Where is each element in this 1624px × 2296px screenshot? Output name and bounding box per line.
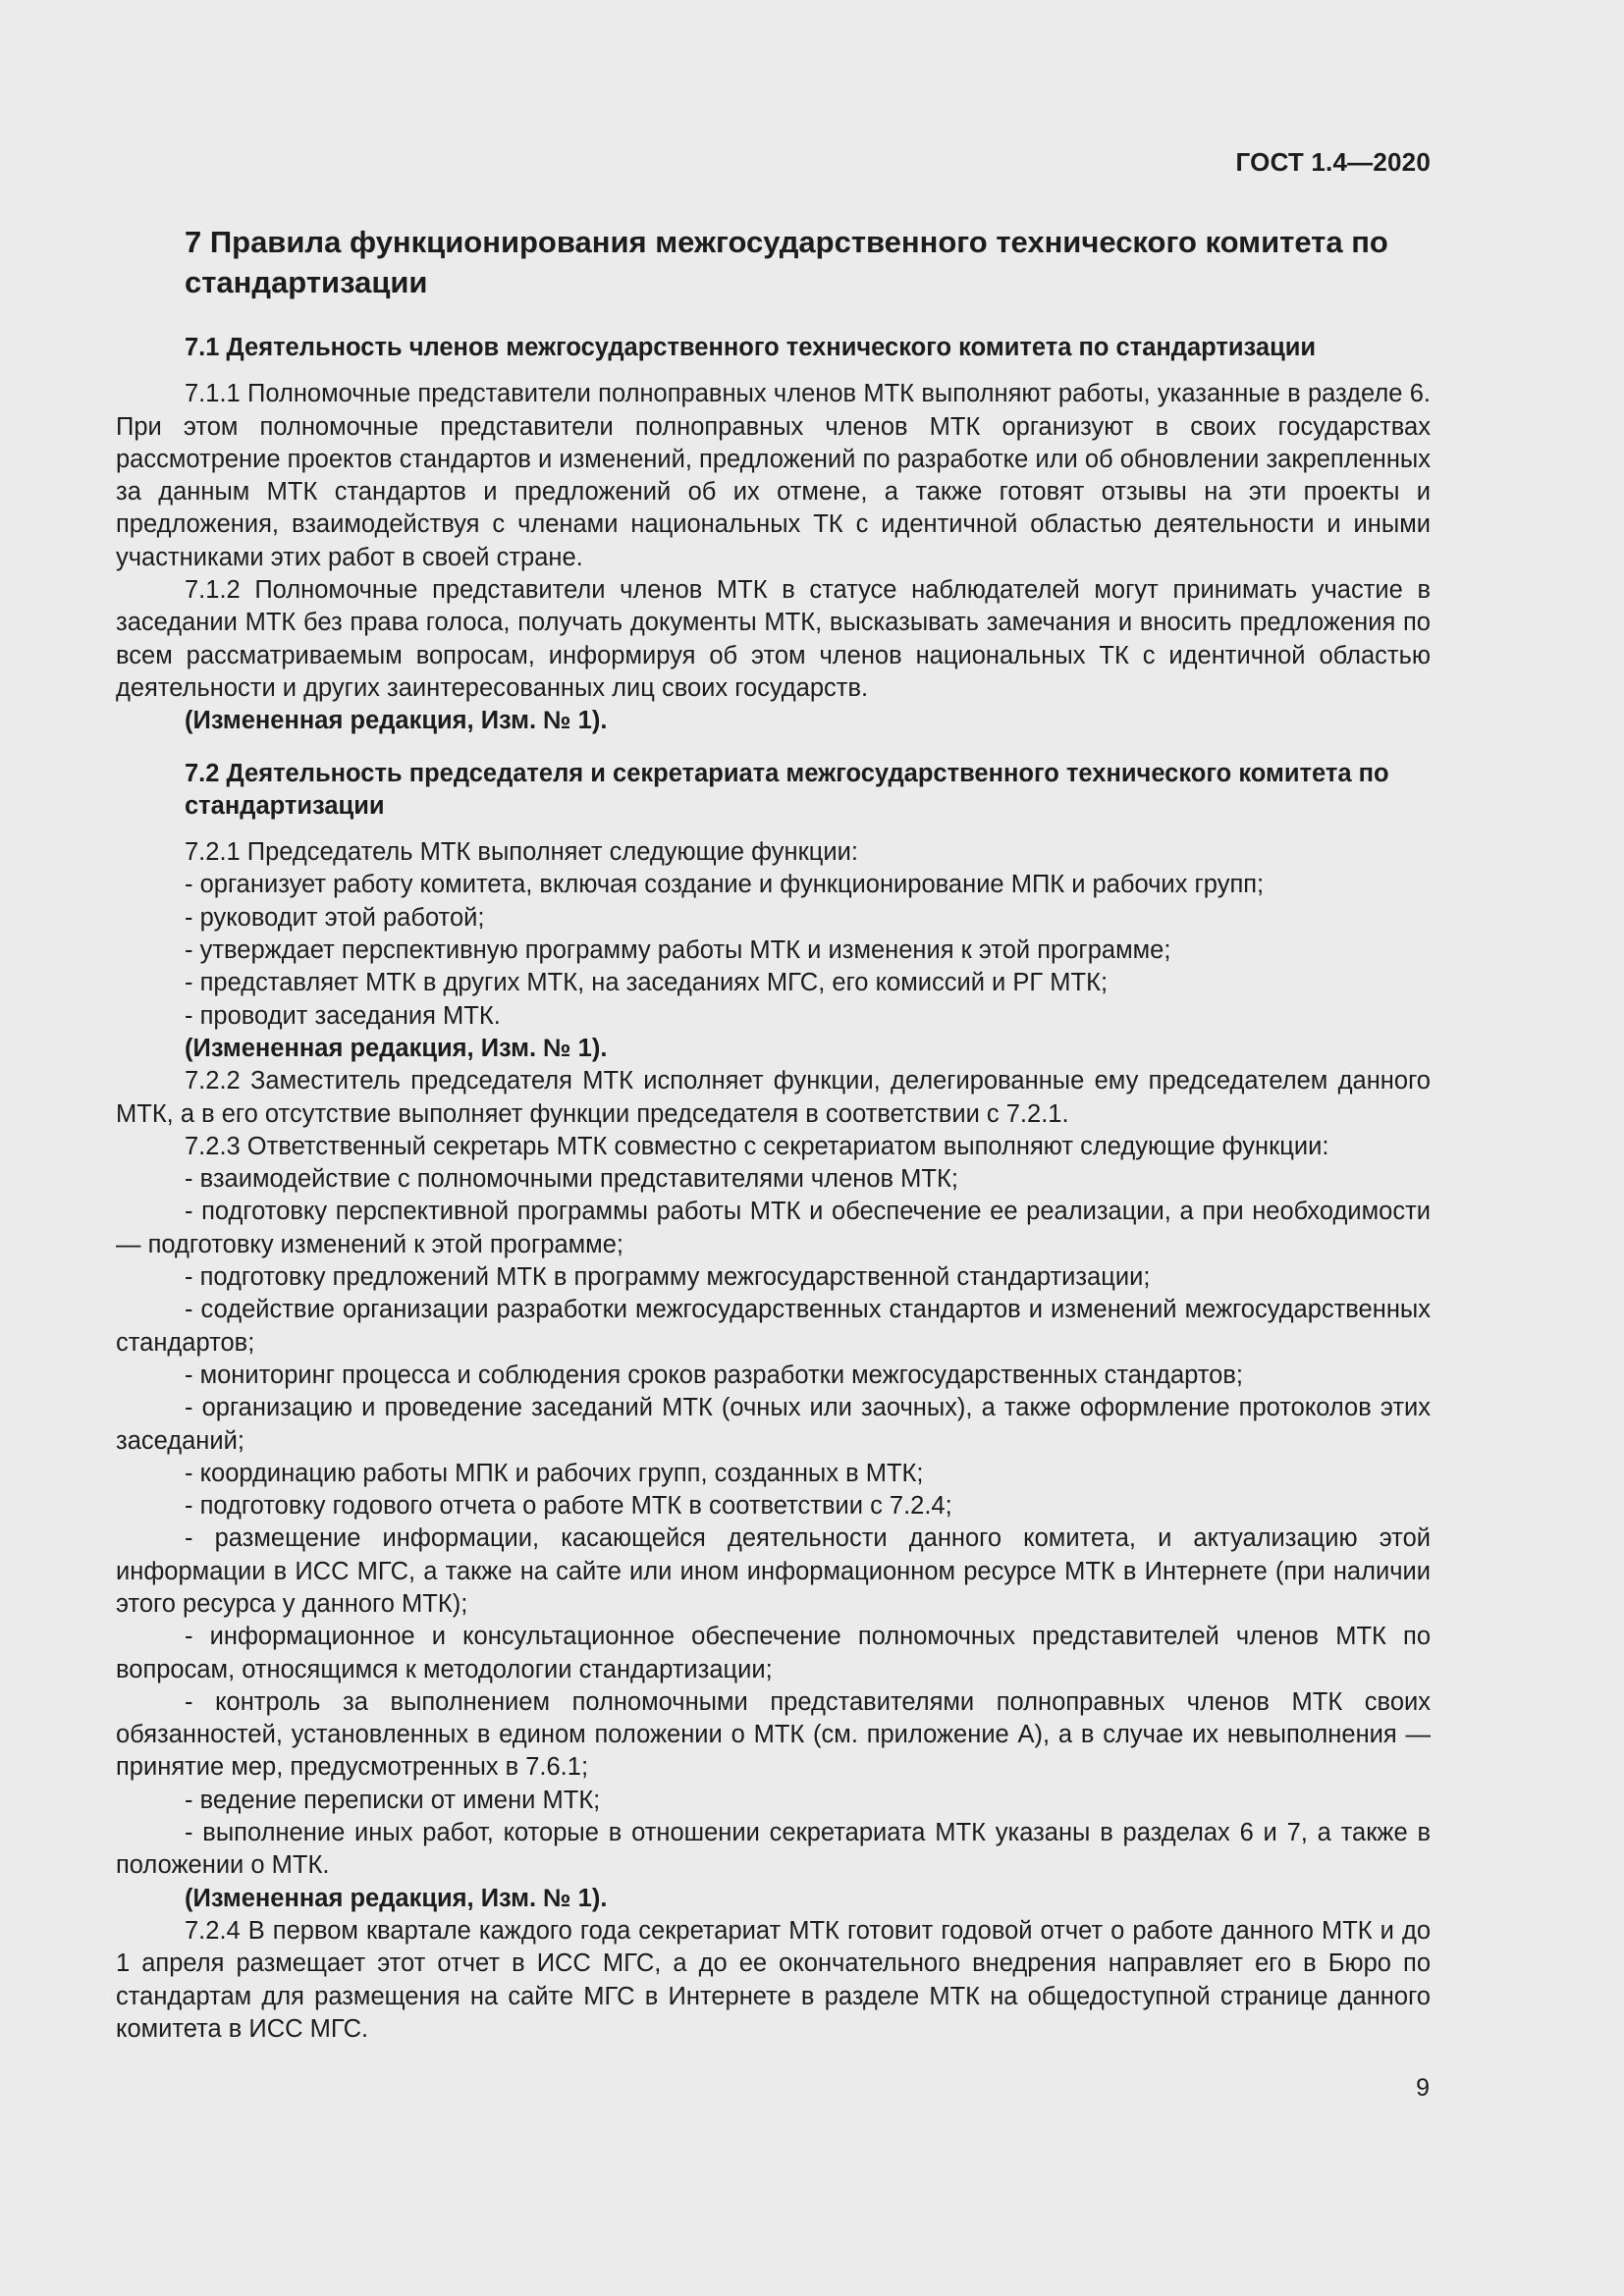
list-item: - мониторинг процесса и соблюдения сроков разработки межгосударственных стандартов; xyxy=(185,1361,1243,1389)
list-item: - выполнение иных работ, которые в отношении секретариата МТК указаны в разделах 6 и 7, а также в положении о МТК. xyxy=(116,1819,1431,1880)
paragraph-7-2-3-intro: 7.2.3 Ответственный секретарь МТК совместно с секретариатом выполняют следующие функции: xyxy=(185,1132,1329,1160)
document-code: ГОСТ 1.4—2020 xyxy=(1235,147,1431,177)
list-7-2-1 xyxy=(116,869,1431,1032)
page-content xyxy=(116,222,1431,2046)
list-item: - взаимодействие с полномочными представителями членов МТК; xyxy=(185,1165,958,1194)
list-item: - организацию и проведение заседаний МТК (очных или заочных), а также оформление протоколов этих заседаний; xyxy=(116,1394,1431,1455)
list-item: - проводит заседания МТК. xyxy=(185,1001,501,1030)
list-item: - подготовку предложений МТК в программу межгосударственной стандартизации; xyxy=(185,1263,1151,1292)
page-number: 9 xyxy=(1416,2074,1430,2102)
list-item: - подготовку перспективной программы работы МТК и обеспечение ее реализации, а при необходимости — подготовку изменений к этой программе; xyxy=(116,1198,1431,1258)
list-item: - ведение переписки от имени МТК; xyxy=(185,1786,601,1814)
paragraph-7-2-1-intro: 7.2.1 Председатель МТК выполняет следующие функции: xyxy=(185,838,858,867)
list-item: - размещение информации, касающейся деятельности данного комитета, и актуализацию этой информации в ИСС МГС, а также на сайте или ином информационном ресурсе МТК в Интернете (при наличии этого ресурса у данного МТК); xyxy=(116,1524,1431,1618)
paragraph-7-1-2: 7.1.2 Полномочные представители членов МТК в статусе наблюдателей могут принимать участие в заседании МТК без права голоса, получать документы МТК, высказывать замечания и вносить предложения по всем рассматриваемым вопросам, информируя об этом членов национальных ТК с идентичной областью деятельности и других заинтересованных лиц своих государств. xyxy=(116,576,1431,702)
amendment-note: (Измененная редакция, Изм. № 1). xyxy=(185,707,608,735)
list-7-2-3 xyxy=(116,1163,1431,1883)
list-item: - информационное и консультационное обеспечение полномочных представителей членов МТК по вопросам, относящимся к методологии стандартизации; xyxy=(116,1623,1431,1683)
paragraph-7-1-1: 7.1.1 Полномочные представители полноправных членов МТК выполняют работы, указанные в разделе 6. При этом полномочные представители полноправных членов МТК организуют в своих государствах рассмотрение проектов стандартов и изменений, предложений по разработке или об обновлении закрепленных за данным МТК стандартов и предложений об их отмене, а также готовят отзывы на эти проекты и предложения, взаимодействуя с членами национальных ТК с идентичной областью деятельности и иными участниками этих работ в своей стране. xyxy=(116,380,1431,571)
amendment-note: (Измененная редакция, Изм. № 1). xyxy=(185,1034,608,1062)
list-item: - организует работу комитета, включая создание и функционирование МПК и рабочих групп; xyxy=(185,871,1265,899)
amendment-note: (Измененная редакция, Изм. № 1). xyxy=(185,1884,608,1912)
paragraph-7-2-4: 7.2.4 В первом квартале каждого года секретариат МТК готовит годовой отчет о работе данного МТК и до 1 апреля размещает этот отчет в ИСС МГС, а до ее окончательного внедрения направляет его в Бюро по стандартам для размещения на сайте МГС в Интернете в разделе МТК на общедоступной странице данного комитета в ИСС МГС. xyxy=(116,1916,1431,2043)
list-item: - утверждает перспективную программу работы МТК и изменения к этой программе; xyxy=(185,936,1171,965)
list-item: - координацию работы МПК и рабочих групп, созданных в МТК; xyxy=(185,1459,924,1487)
list-item: - контроль за выполнением полномочными представителями полноправных членов МТК своих обязанностей, установленных в едином положении о МТК (см. приложение А), а в случае их невыполнения — принятие мер, предусмотренных в 7.6.1; xyxy=(116,1687,1431,1782)
list-item: - содействие организации разработки межгосударственных стандартов и изменений межгосударственных стандартов; xyxy=(116,1296,1431,1357)
list-item: - представляет МТК в других МТК, на заседаниях МГС, его комиссий и РГ МТК; xyxy=(185,969,1109,997)
subsection-7-2-title: 7.2 Деятельность председателя и секретариата межгосударственного технического комитета по стандартизации xyxy=(185,759,1389,820)
section-7-title: 7 Правила функционирования межгосударственного технического комитета по стандартизации xyxy=(185,225,1388,299)
paragraph-7-2-2: 7.2.2 Заместитель председателя МТК исполняет функции, делегированные ему председателем данного МТК, а в его отсутствие выполняет функции председателя в соответствии с 7.2.1. xyxy=(116,1067,1431,1128)
subsection-7-1-title: 7.1 Деятельность членов межгосударственного технического комитета по стандартизации xyxy=(185,334,1317,361)
list-item: - подготовку годового отчета о работе МТК в соответствии с 7.2.4; xyxy=(185,1492,952,1521)
list-item: - руководит этой работой; xyxy=(185,903,485,932)
